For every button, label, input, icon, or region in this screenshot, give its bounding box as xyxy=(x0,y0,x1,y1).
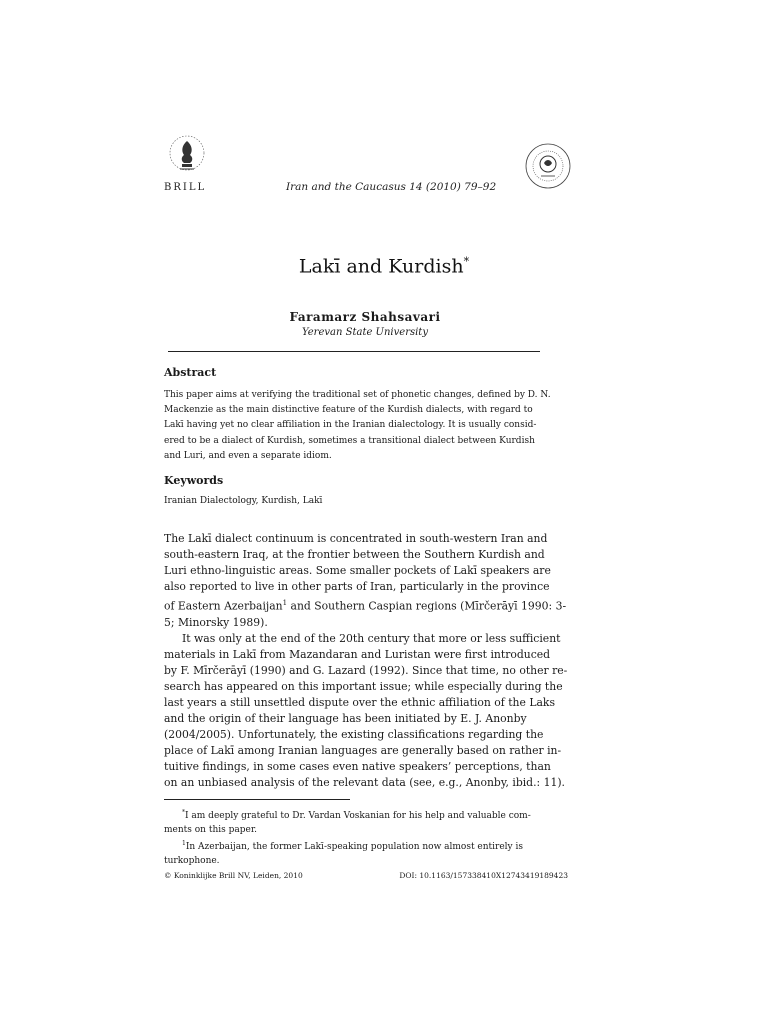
centre-seal-logo-icon xyxy=(524,142,572,190)
keywords-heading: Keywords xyxy=(164,474,224,487)
journal-citation: Iran and the Caucasus 14 (2010) 79–92 xyxy=(286,181,497,193)
footnote-text: In Azerbaijan, the former Lakī-speaking population now almost entirely is turkophone. xyxy=(164,842,523,866)
title-footnote-mark: * xyxy=(463,255,470,268)
para1-part-a: The Lakī dialect continuum is concentrated in south-western Iran and south-eastern Iraq, at the frontier between the Southern Kurdish and Luri ethno-linguistic areas. Some smaller pockets of Lakī speakers are also reported to live in other parts of Iran, particularly in the province of Eastern Azerbaijan xyxy=(164,532,551,613)
abstract-heading: Abstract xyxy=(164,366,217,379)
footnote-mark: 1 xyxy=(182,840,186,847)
footnote-ref-1: 1 xyxy=(282,599,288,607)
title-text: Lakī and Kurdish xyxy=(298,255,464,278)
copyright-notice: © Koninklijke Brill NV, Leiden, 2010 xyxy=(164,871,303,880)
footnote-mark: * xyxy=(182,809,185,816)
footnote-divider xyxy=(164,799,350,800)
doi-link[interactable]: DOI: 10.1163/157338410X12743419189423 xyxy=(399,871,568,880)
publisher-name: BRILL xyxy=(164,182,207,193)
footnote-text: I am deeply grateful to Dr. Vardan Voskanian for his help and valuable com- ments on this paper. xyxy=(164,811,531,835)
footnote-2 xyxy=(164,837,569,868)
body-text xyxy=(164,531,569,791)
article-title xyxy=(0,255,768,277)
footnotes xyxy=(164,806,569,868)
title-divider xyxy=(168,351,540,352)
author-affiliation: Yerevan State University xyxy=(302,327,428,338)
body-paragraph-1 xyxy=(164,531,569,631)
keywords-text: Iranian Dialectology, Kurdish, Lakī xyxy=(164,496,323,506)
author-name: Faramarz Shahsavari xyxy=(289,310,441,324)
para1-part-b: and Southern Caspian regions (Mīrčerāyī 1990: 3- 5; Minorsky 1989). xyxy=(164,599,567,629)
footnote-1 xyxy=(164,806,569,837)
brill-logo-icon xyxy=(168,133,206,179)
body-paragraph-2: It was only at the end of the 20th century that more or less sufficient materials in Lakī from Mazandaran and Luristan were first introduced by F. Mīrčerāyī (1990) and G. Lazard (1992). Since that time, no other re- search has appeared on this important issue; while especially during the last years a still unsettled dispute over the ethnic affiliation of the Laks and the origin of their language has been initiated by E. J. Anonby (2004/2005). Unfortunately, the existing classifications regarding the place of Lakī among Iranian languages are generally based on rather in- tuitive findings, in some cases even native speakers’ perceptions, than on an unbiased analysis of the relevant data (see, e.g., Anonby, ibid.: 11). xyxy=(164,631,568,789)
abstract-text: This paper aims at verifying the traditional set of phonetic changes, defined by D. N. Mackenzie as the main distinctive feature of the Kurdish dialects, with regard to Lakī having yet no clear affiliation in the Iranian dialectology. It is usually consid- ered to be a dialect of Kurdish, sometimes a transitional dialect between Kurdish and Luri, and even a separate idiom. xyxy=(164,390,551,461)
